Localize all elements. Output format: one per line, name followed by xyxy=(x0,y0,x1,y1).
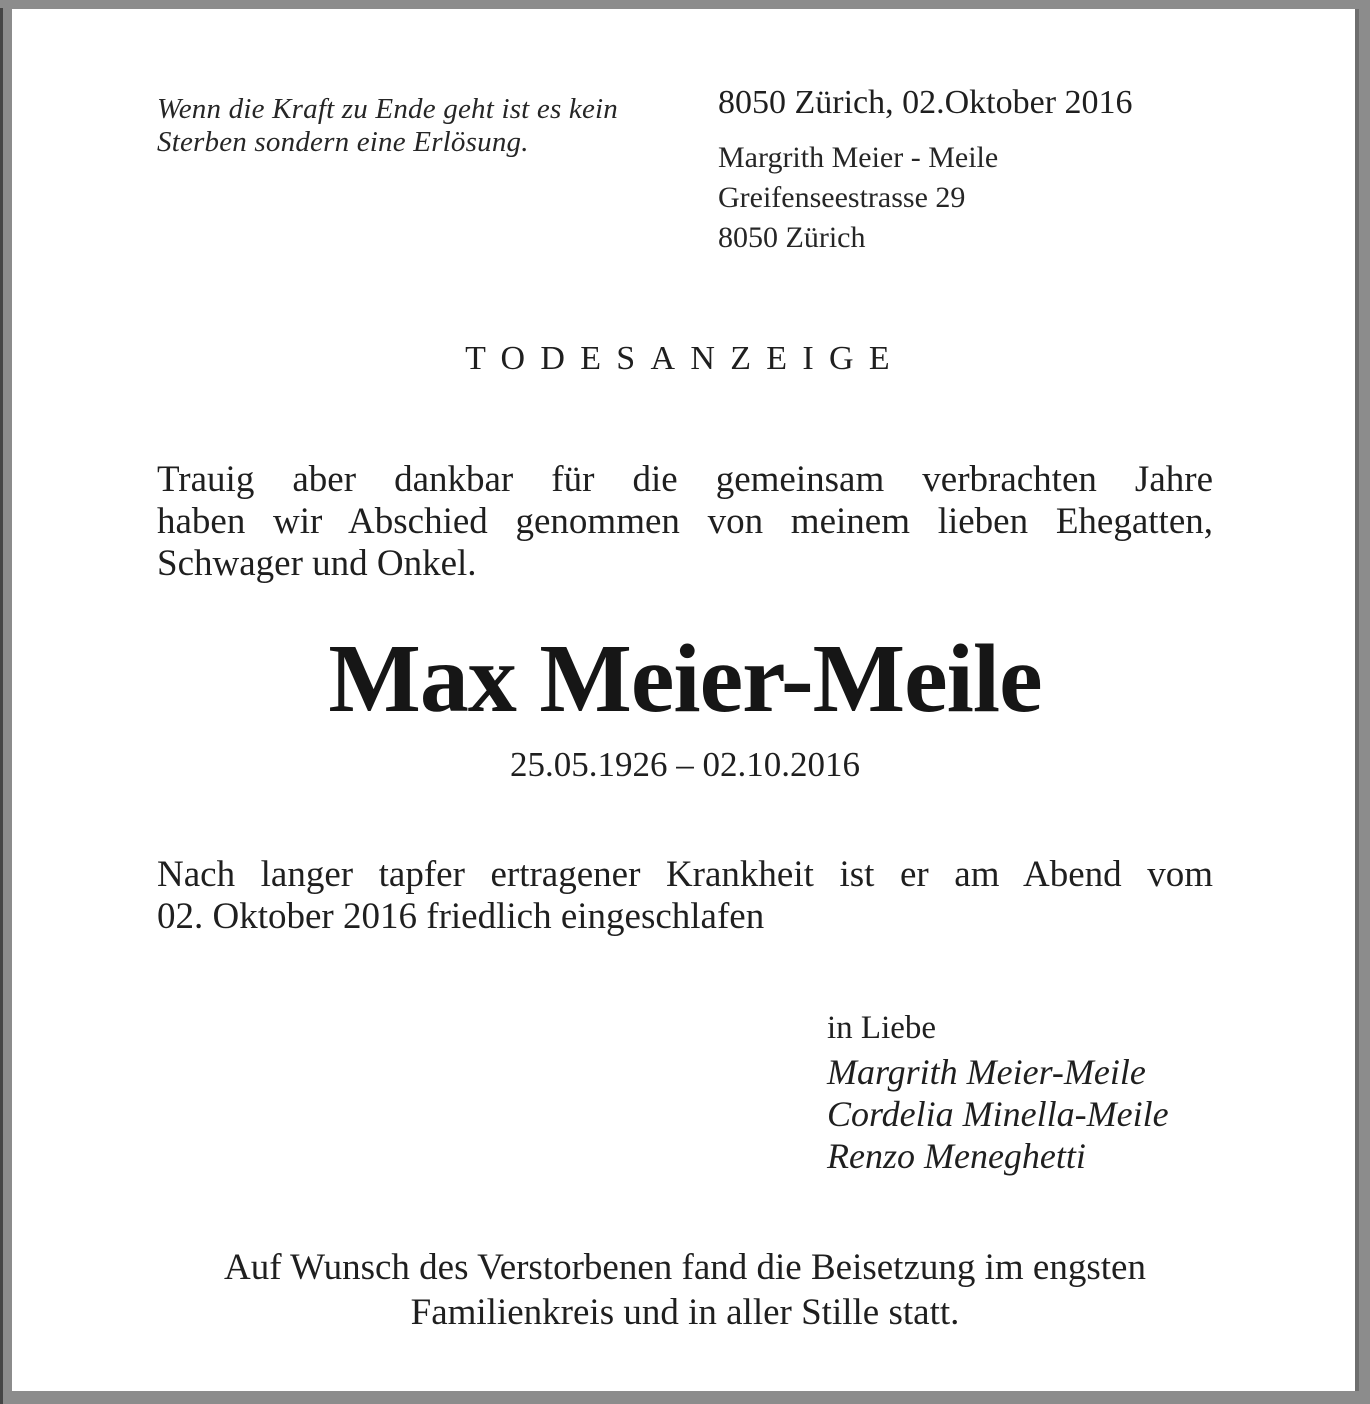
footer-line: Familienkreis und in aller Stille statt. xyxy=(410,1292,960,1333)
epigraph-quote xyxy=(157,93,618,159)
intro-line: Schwager und Onkel. xyxy=(157,543,477,584)
closing-line: in Liebe xyxy=(827,1010,937,1046)
intro-paragraph xyxy=(157,459,1213,585)
mourner-name: Margrith Meier-Meile xyxy=(827,1052,1146,1092)
intro-line: haben wir Abschied genommen von meinem lieben Ehegatten, xyxy=(157,501,1213,542)
epigraph-line: Wenn die Kraft zu Ende geht ist es kein xyxy=(157,93,618,125)
footer-line: Auf Wunsch des Verstorbenen fand die Beisetzung im engsten xyxy=(224,1247,1146,1288)
footer-paragraph xyxy=(157,1245,1213,1335)
mourner-name: Cordelia Minella-Meile xyxy=(827,1094,1169,1134)
passing-paragraph xyxy=(157,854,1213,938)
deceased-name: Max Meier-Meile xyxy=(328,625,1042,733)
sender-city: 8050 Zürich xyxy=(718,221,866,254)
mourners-list xyxy=(827,1051,1169,1177)
sender-name: Margrith Meier - Meile xyxy=(718,141,999,174)
notice-title: TODESANZEIGE xyxy=(465,340,905,377)
scan-edge-left xyxy=(0,8,3,1404)
life-dates: 25.05.1926 – 02.10.2016 xyxy=(510,745,860,784)
epigraph-line: Sterben sondern eine Erlösung. xyxy=(157,126,529,158)
place-date-line: 8050 Zürich, 02.Oktober 2016 xyxy=(718,84,1133,121)
obituary-page xyxy=(12,9,1359,1391)
mourner-name: Renzo Meneghetti xyxy=(827,1136,1086,1176)
intro-line: Trauig aber dankbar für die gemeinsam verbrachten Jahre xyxy=(157,459,1213,500)
passing-line: 02. Oktober 2016 friedlich eingeschlafen xyxy=(157,896,765,937)
sender-street: Greifenseestrasse 29 xyxy=(718,181,966,214)
sender-block xyxy=(718,84,1133,258)
passing-line: Nach langer tapfer ertragener Krankheit ist er am Abend vom xyxy=(157,854,1213,895)
sender-address xyxy=(718,138,1133,258)
